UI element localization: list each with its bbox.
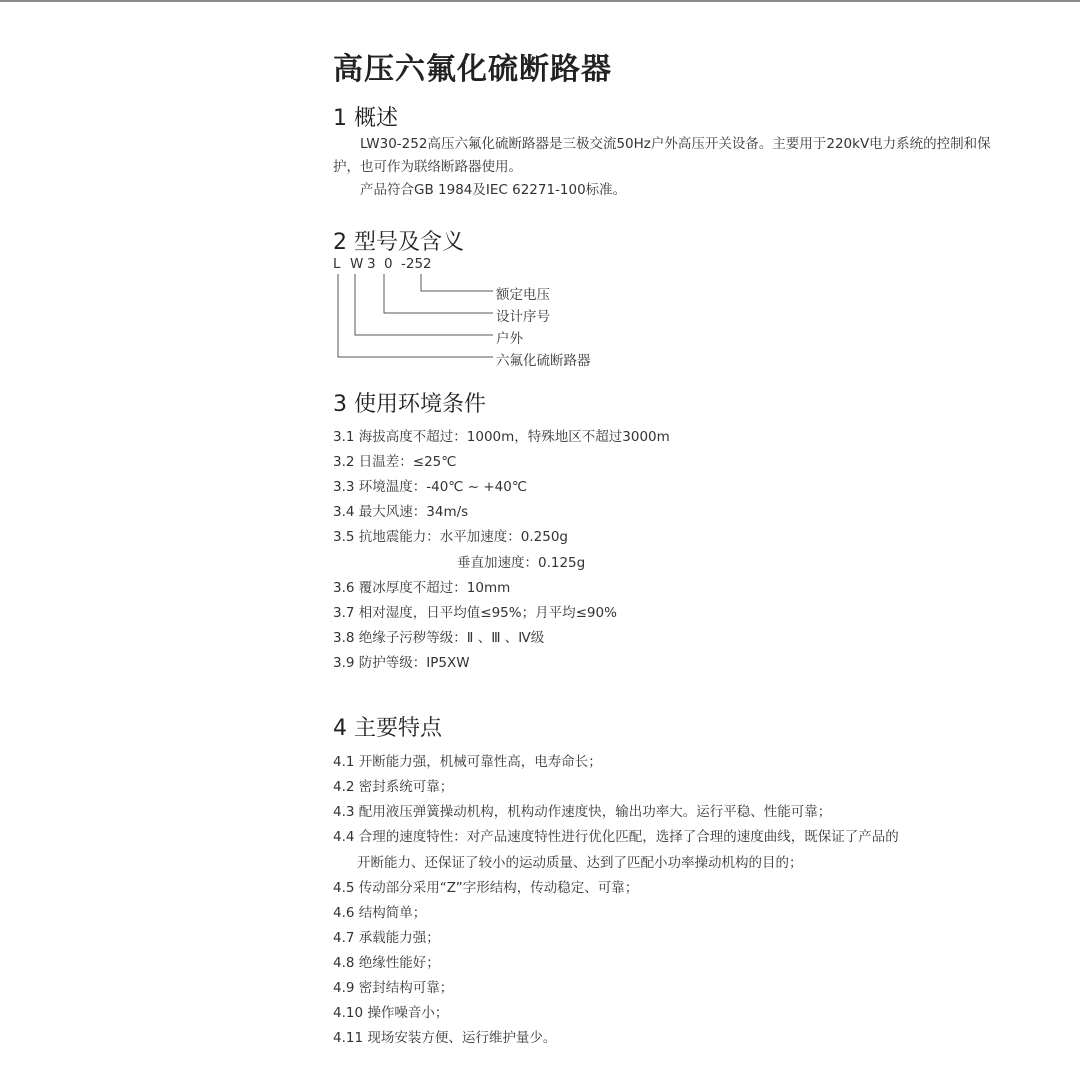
model-label-rated-voltage: 额定电压 [496,287,550,303]
model-label-design-serial: 设计序号 [496,309,550,325]
overview-paragraph: LW30-252高压六氟化硫断路器是三极交流50Hz户外高压开关设备。主要用于220kV电力系统的控制和保护，也可作为联络断路器使用。 [333,136,991,175]
model-bracket-lines [333,270,503,365]
top-border [0,0,1080,2]
condition-item: 3.8 绝缘子污秽等级：Ⅱ 、Ⅲ 、Ⅳ级 [333,630,545,646]
feature-item: 4.1 开断能力强，机械可靠性高，电寿命长； [333,754,602,770]
bracket-sf6-breaker [338,274,493,357]
feature-item: 4.5 传动部分采用“Z”字形结构，传动稳定、可靠； [333,880,639,896]
feature-item: 4.2 密封系统可靠； [333,779,454,795]
overview-text [333,133,1013,202]
model-label-outdoor: 户外 [496,331,523,347]
condition-item: 3.7 相对湿度，日平均值≤95%；月平均≤90% [333,605,617,621]
condition-item: 3.5 抗地震能力：水平加速度：0.250g [333,529,568,545]
bracket-outdoor [355,274,493,335]
bracket-design-serial [384,274,493,313]
section-heading-model: 2 型号及含义 [333,230,464,255]
feature-item: 4.7 承载能力强； [333,930,440,946]
model-label-sf6-breaker: 六氟化硫断路器 [496,353,591,369]
section-heading-features: 4 主要特点 [333,716,442,741]
feature-item-continuation: 开断能力、还保证了较小的运动质量、达到了匹配小功率操动机构的目的； [357,855,803,871]
feature-item: 4.3 配用液压弹簧操动机构，机构动作速度快，输出功率大。运行平稳、性能可靠； [333,804,832,820]
feature-item: 4.11 现场安装方便、运行维护量少。 [333,1030,557,1046]
model-code-part: -252 [401,256,432,272]
section-heading-overview: 1 概述 [333,106,398,131]
condition-item: 3.1 海拔高度不超过：1000m，特殊地区不超过3000m [333,429,670,445]
page-title: 高压六氟化硫断路器 [333,52,612,87]
condition-item: 3.6 覆冰厚度不超过：10mm [333,580,511,596]
model-code-part: L [333,256,341,272]
condition-item: 3.9 防护等级：IP5XW [333,655,470,671]
model-code-part: W [350,256,364,272]
bracket-rated-voltage [421,274,493,291]
condition-item-continuation: 垂直加速度：0.125g [457,555,586,571]
model-code-part: 0 [384,256,393,272]
condition-item: 3.4 最大风速：34m/s [333,504,469,520]
feature-item: 4.8 绝缘性能好； [333,955,440,971]
feature-item: 4.6 结构简单； [333,905,427,921]
condition-item: 3.2 日温差：≤25℃ [333,454,457,470]
condition-item: 3.3 环境温度：-40℃ ~ +40℃ [333,479,528,495]
overview-paragraph: 产品符合GB 1984及IEC 62271-100标准。 [360,182,627,198]
feature-item: 4.9 密封结构可靠； [333,980,454,996]
feature-item: 4.4 合理的速度特性：对产品速度特性进行优化匹配，选择了合理的速度曲线，既保证了产品的 [333,829,899,845]
model-code-part: 3 [367,256,376,272]
feature-item: 4.10 操作噪音小； [333,1005,449,1021]
section-heading-conditions: 3 使用环境条件 [333,392,486,417]
